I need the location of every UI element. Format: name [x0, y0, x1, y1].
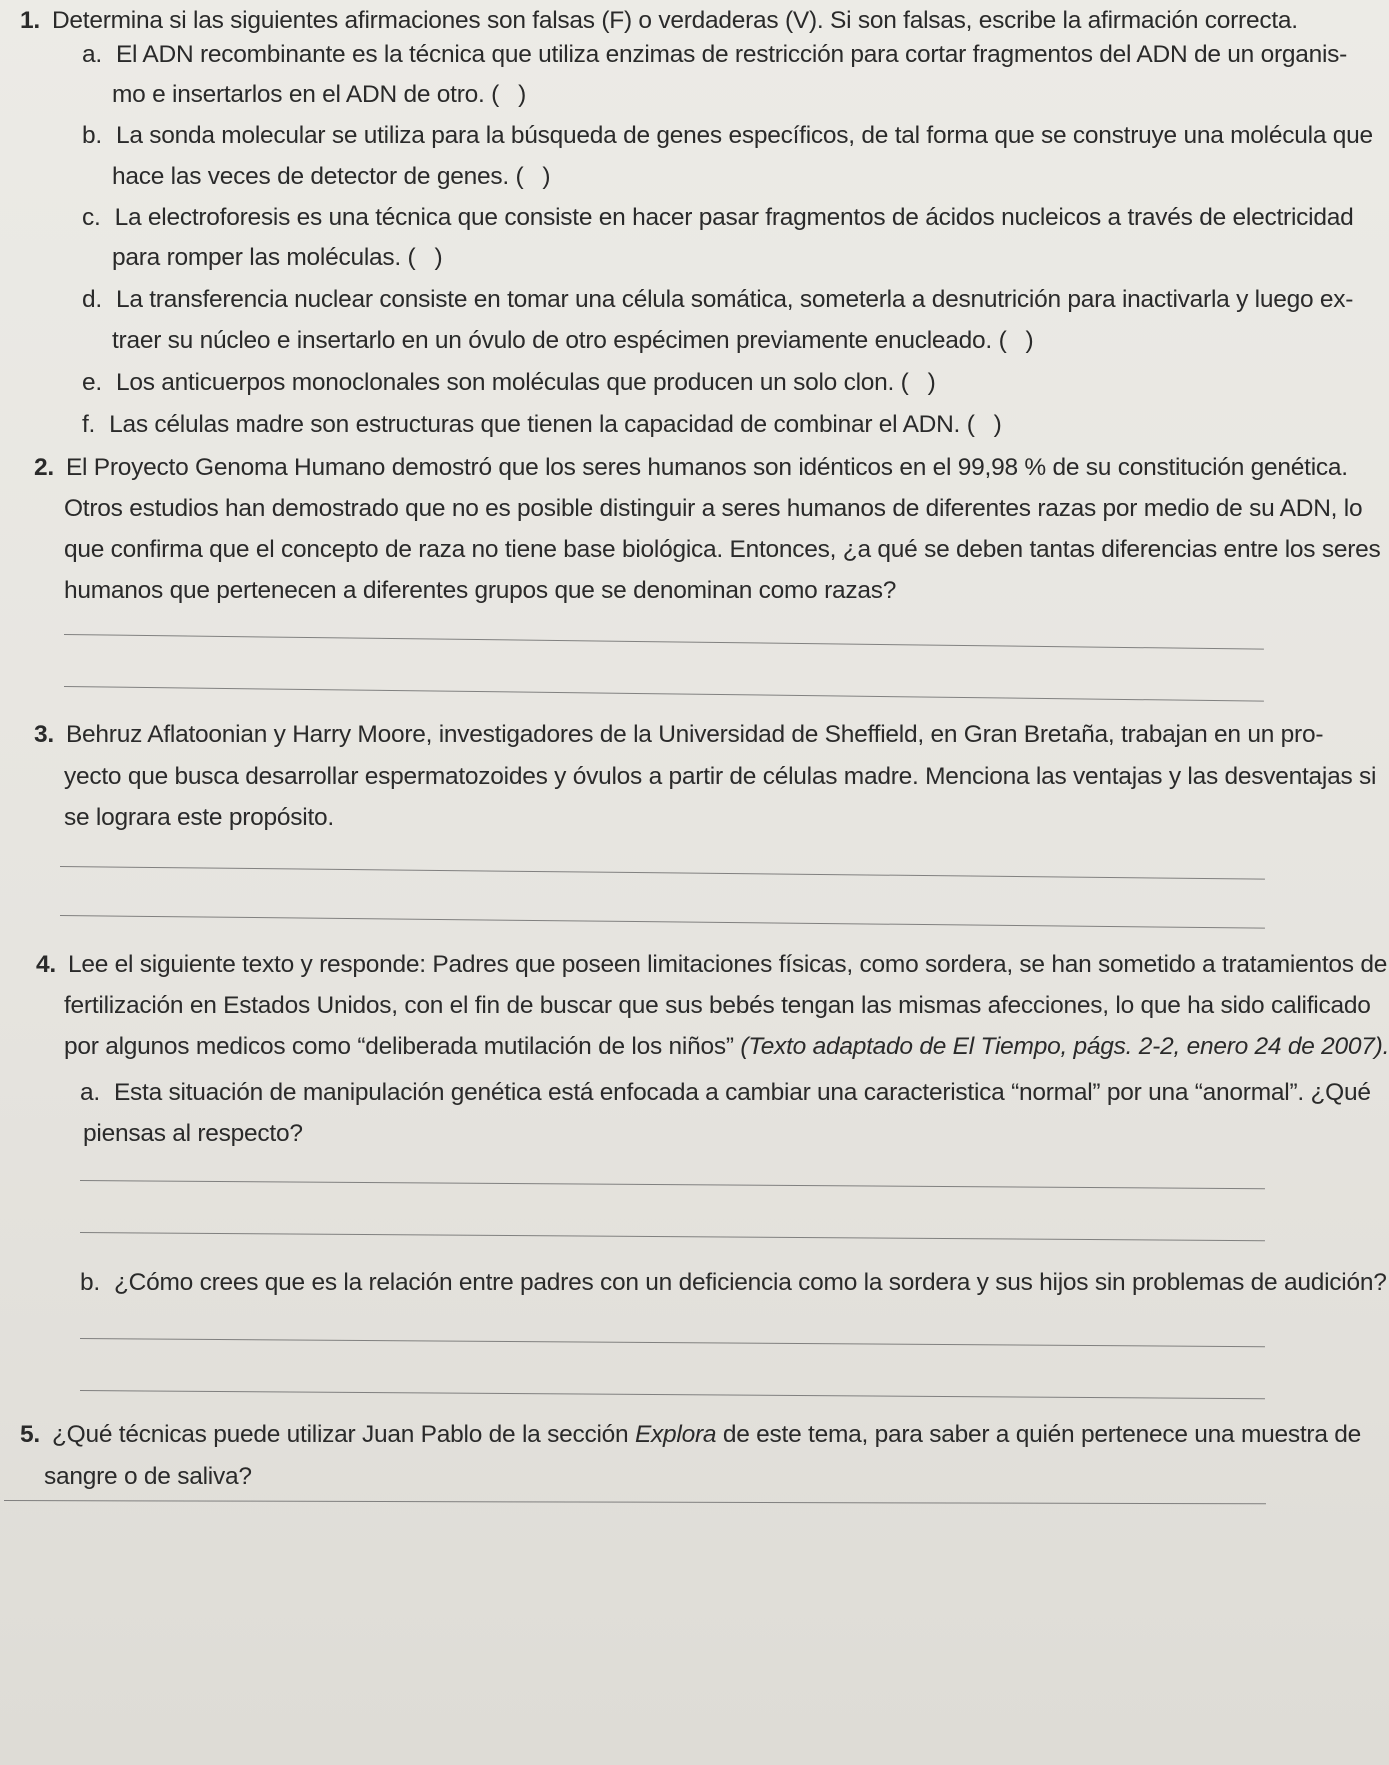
q1-item-e-label: e. — [82, 369, 102, 396]
q1-item-d-line2: traer su núcleo e insertarlo en un óvulo de otro espécimen previamente enucleado. — [112, 327, 992, 354]
question-2-line-3: que confirma que el concepto de raza no tiene base biológica. Entonces, ¿a qué se deben tantas diferencias entre los seres — [64, 536, 1381, 563]
q1-item-b — [82, 121, 1373, 151]
q1-item-f-answer-blank[interactable]: ( ) — [966, 411, 1008, 438]
q1-item-b-label: b. — [82, 122, 102, 149]
answer-line[interactable] — [4, 1500, 1266, 1504]
q1-item-f — [82, 410, 1008, 440]
q1-item-e — [82, 368, 942, 398]
question-3-line-1 — [34, 720, 1323, 750]
q4-item-a-line1: Esta situación de manipulación genética está enfocada a cambiar una caracteristica “normal” por una “anormal”. ¿Qué — [113, 1079, 1371, 1106]
question-4-text-3: por algunos medicos como “deliberada mutilación de los niños” — [64, 1033, 741, 1060]
answer-line[interactable] — [80, 1232, 1265, 1241]
q4-item-a — [80, 1078, 1371, 1108]
question-4-line-2: fertilización en Estados Unidos, con el fin de buscar que sus bebés tengan las mismas afecciones, lo que ha sido calificado — [64, 992, 1371, 1019]
question-3-line-3: se lograra este propósito. — [64, 804, 334, 831]
answer-line[interactable] — [64, 686, 1264, 702]
question-4-line-1 — [36, 950, 1387, 980]
q1-item-a-line1: El ADN recombinante es la técnica que utiliza enzimas de restricción para cortar fragmentos del ADN de un organis- — [115, 41, 1348, 68]
question-4-text-1: Lee el siguiente texto y responde: Padres que poseen limitaciones físicas, como sordera, se han sometido a tratamientos de — [67, 951, 1388, 978]
q1-item-e-line1: Los anticuerpos monoclonales son moléculas que producen un solo clon. — [115, 369, 895, 396]
q1-item-f-label: f. — [82, 411, 96, 438]
q4-item-b-label: b. — [80, 1269, 100, 1296]
q1-item-d-label: d. — [82, 286, 102, 313]
question-5-number: 5. — [20, 1421, 40, 1448]
question-4-number: 4. — [36, 951, 56, 978]
question-2-line-2: Otros estudios han demostrado que no es posible distinguir a seres humanos de diferentes razas por medio de su ADN, lo — [64, 495, 1363, 522]
q1-item-a-line2: mo e insertarlos en el ADN de otro. — [112, 81, 485, 108]
q1-item-c-answer-blank[interactable]: ( ) — [407, 244, 449, 271]
q1-item-d-answer-blank[interactable]: ( ) — [998, 327, 1040, 354]
q1-item-c-cont — [112, 243, 449, 273]
question-4-line-3 — [64, 1032, 1389, 1062]
question-3-number: 3. — [34, 721, 54, 748]
q1-item-a-cont — [112, 80, 532, 110]
q1-item-a-answer-blank[interactable]: ( ) — [491, 81, 533, 108]
answer-line[interactable] — [64, 634, 1264, 650]
q1-item-b-answer-blank[interactable]: ( ) — [515, 163, 557, 190]
q4-item-a-cont: piensas al respecto? — [83, 1120, 303, 1147]
answer-line[interactable] — [80, 1180, 1265, 1189]
question-1-text: Determina si las siguientes afirmaciones son falsas (F) o verdaderas (V). Si son falsas, escribe la afirmación correcta. — [51, 7, 1298, 34]
question-2-line-1 — [34, 453, 1348, 483]
q1-item-e-answer-blank[interactable]: ( ) — [900, 369, 942, 396]
q1-item-f-line1: Las células madre son estructuras que tienen la capacidad de combinar el ADN. — [109, 411, 961, 438]
q1-item-b-line1: La sonda molecular se utiliza para la búsqueda de genes específicos, de tal forma que se construye una molécula que — [115, 122, 1373, 149]
question-3-line-2: yecto que busca desarrollar espermatozoides y óvulos a partir de células madre. Menciona las ventajas y las desventajas si — [64, 763, 1377, 790]
q1-item-b-line2: hace las veces de detector de genes. — [112, 163, 509, 190]
q1-item-c-label: c. — [82, 204, 101, 231]
question-2-text-1: El Proyecto Genoma Humano demostró que los seres humanos son idénticos en el 99,98 % de su constitución genética. — [65, 454, 1348, 481]
q1-item-d — [82, 285, 1353, 315]
answer-line[interactable] — [60, 866, 1265, 880]
question-5-text-italic: Explora — [634, 1421, 717, 1448]
answer-line[interactable] — [80, 1338, 1265, 1347]
answer-line[interactable] — [80, 1390, 1265, 1399]
q1-item-a-label: a. — [82, 41, 102, 68]
question-1-number: 1. — [20, 7, 40, 34]
question-1-intro — [20, 6, 1298, 36]
question-2-number: 2. — [34, 454, 54, 481]
question-5-line-2: sangre o de saliva? — [44, 1463, 252, 1490]
q1-item-b-cont — [112, 162, 557, 192]
question-4-citation: (Texto adaptado de El Tiempo, págs. 2-2, enero 24 de 2007). — [740, 1033, 1389, 1060]
q4-item-a-label: a. — [80, 1079, 100, 1106]
question-3-text-1: Behruz Aflatoonian y Harry Moore, investigadores de la Universidad de Sheffield, en Gran Bretaña, trabajan en un pro- — [65, 721, 1324, 748]
q1-item-c-line1: La electroforesis es una técnica que consiste en hacer pasar fragmentos de ácidos nucleicos a través de electricidad — [114, 204, 1354, 231]
q1-item-d-line1: La transferencia nuclear consiste en tomar una célula somática, someterla a desnutrición para inactivarla y luego ex- — [115, 286, 1354, 313]
question-5-text-post: de este tema, para saber a quién pertenece una muestra de — [716, 1421, 1361, 1448]
q4-item-b — [80, 1268, 1387, 1298]
q1-item-c-line2: para romper las moléculas. — [112, 244, 401, 271]
answer-line[interactable] — [60, 915, 1265, 929]
q1-item-d-cont — [112, 326, 1040, 356]
question-5-text-pre: ¿Qué técnicas puede utilizar Juan Pablo de la sección — [51, 1421, 635, 1448]
q4-item-b-line1: ¿Cómo crees que es la relación entre padres con un deficiencia como la sordera y sus hijos sin problemas de audición? — [113, 1269, 1387, 1296]
question-2-line-4: humanos que pertenecen a diferentes grupos que se denominan como razas? — [64, 577, 897, 604]
q1-item-c — [82, 203, 1353, 233]
question-5-line-1 — [20, 1420, 1361, 1450]
q1-item-a — [82, 40, 1347, 70]
